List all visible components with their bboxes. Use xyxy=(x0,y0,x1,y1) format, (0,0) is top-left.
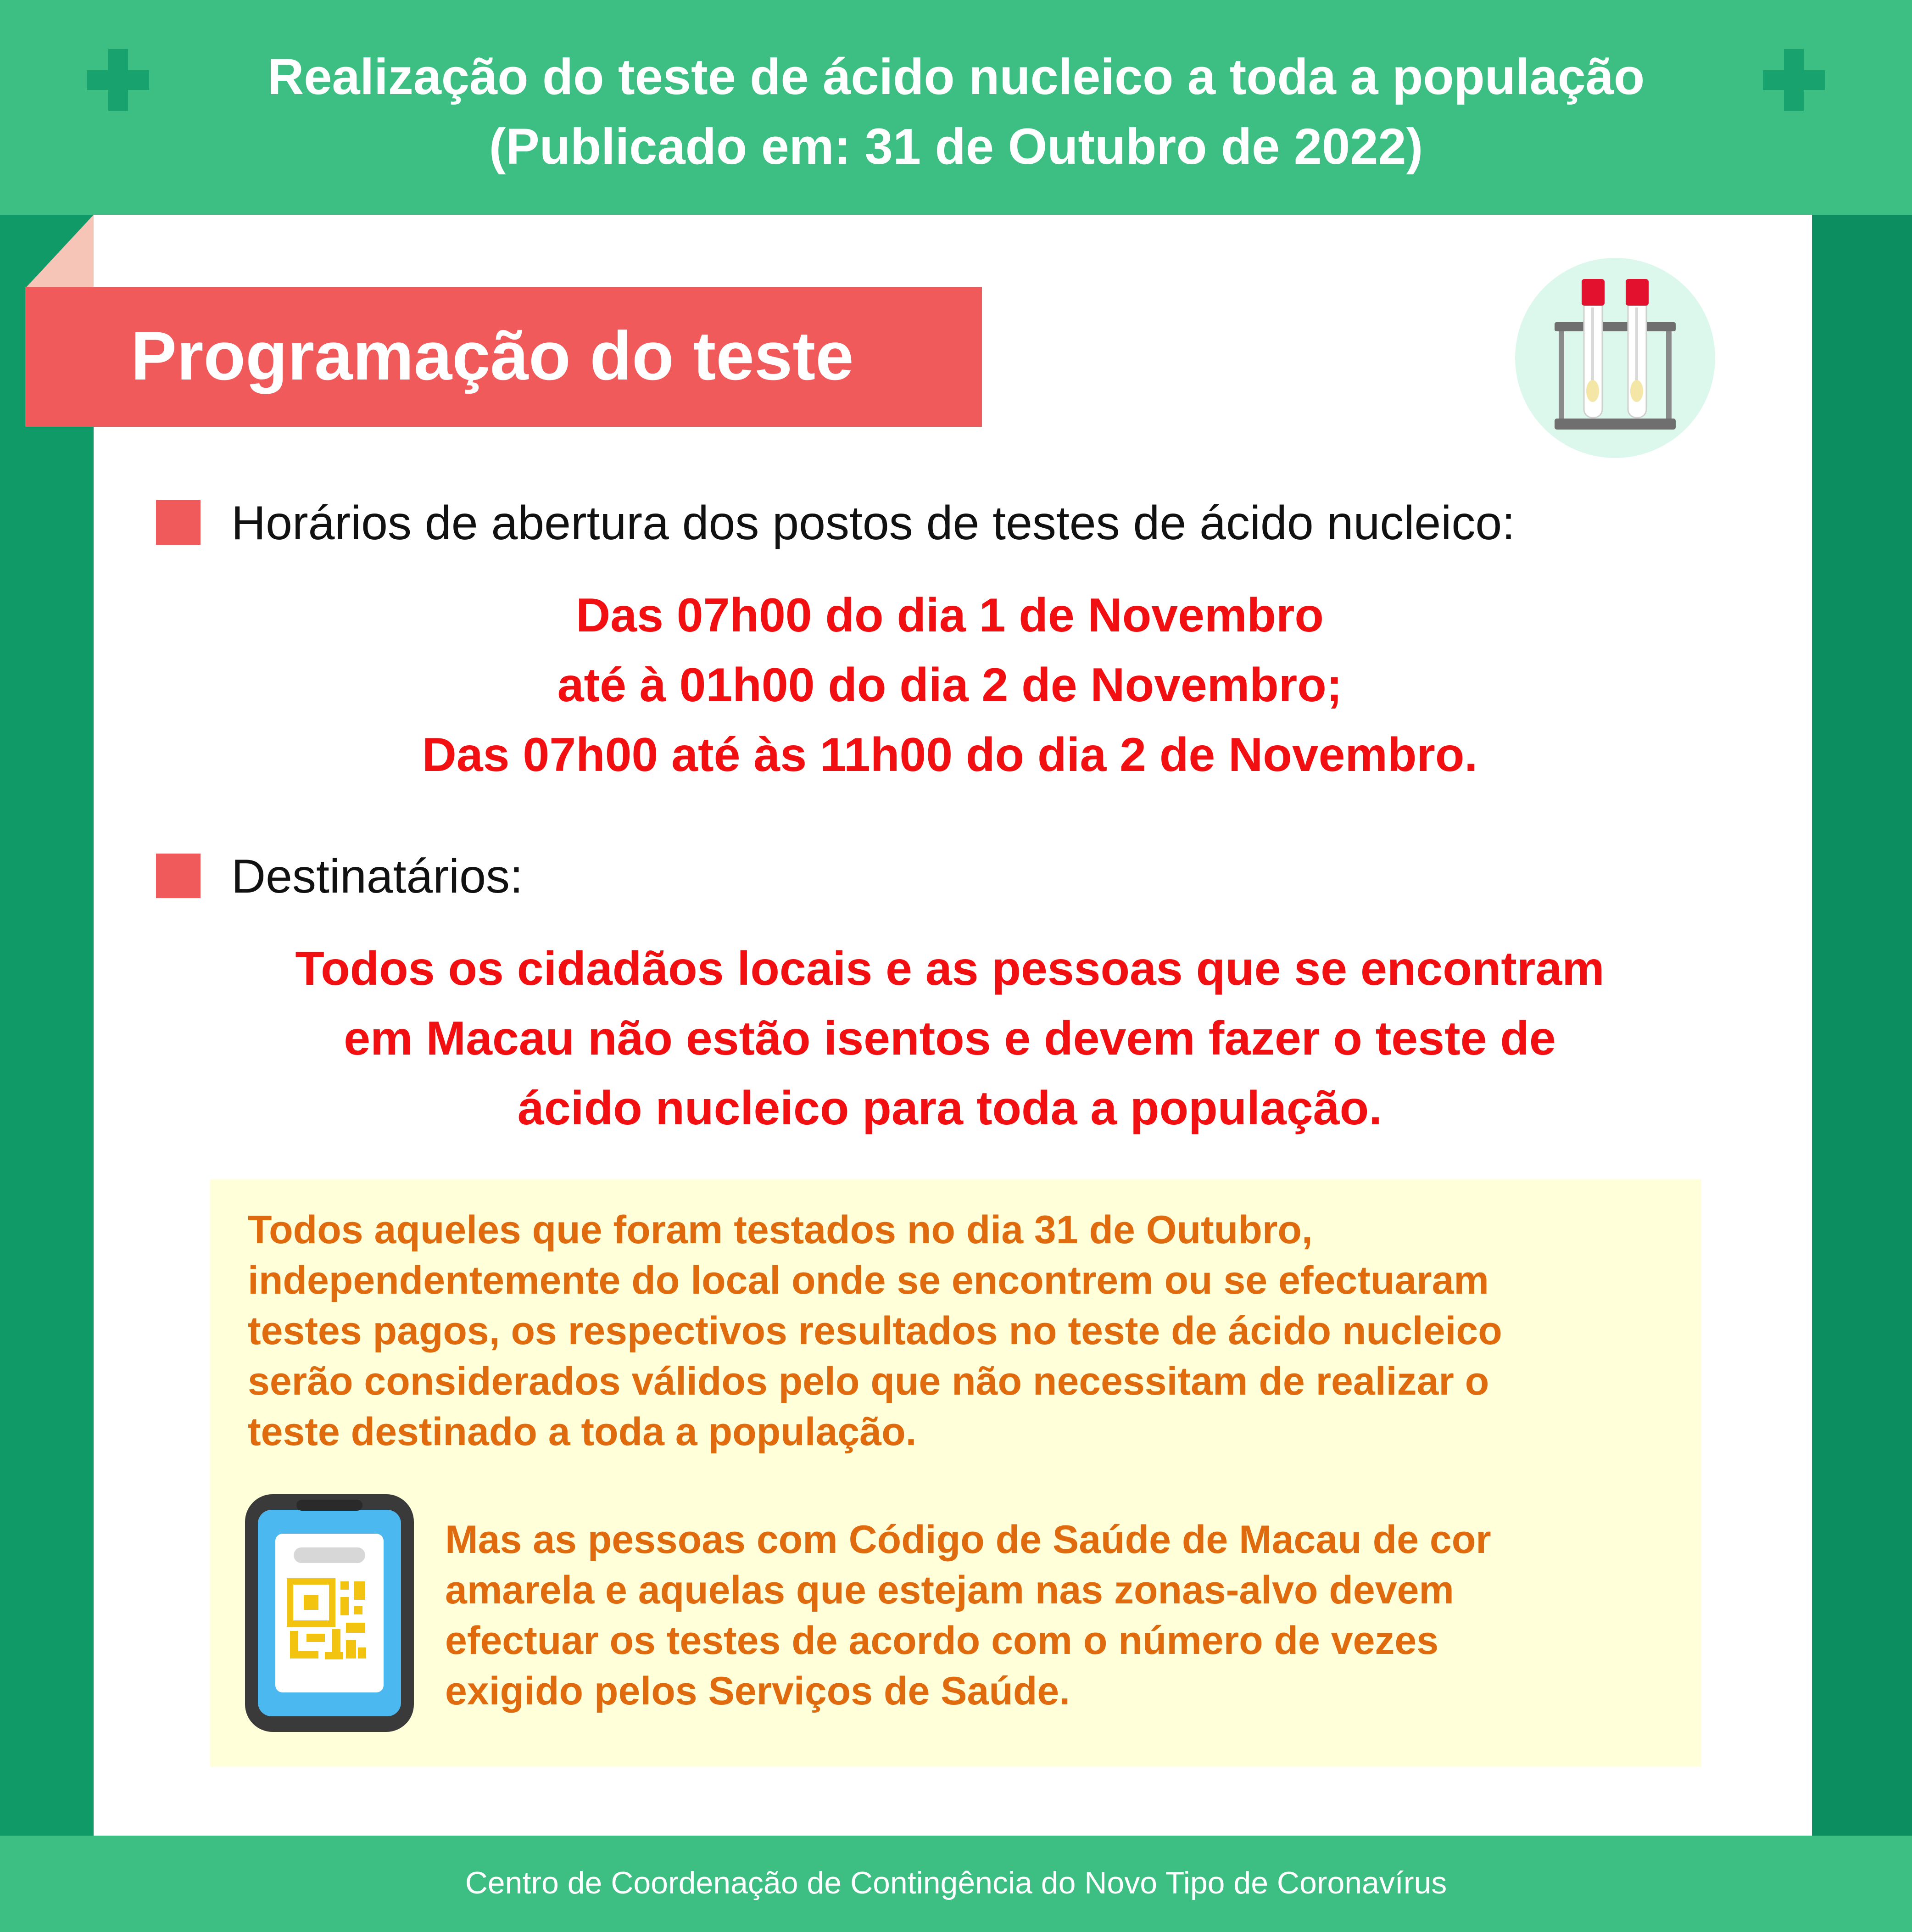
bullet-square xyxy=(156,854,201,898)
page-title xyxy=(138,42,1774,182)
bullet-square xyxy=(156,500,201,545)
notice-p1-line-3: testes pagos, os respectivos resultados no teste de ácido nucleico xyxy=(248,1309,1502,1353)
notice-p2-line-3: efectuar os testes de acordo com o número de vezes xyxy=(445,1619,1439,1663)
schedule-label: Horários de abertura dos postos de testes de ácido nucleico: xyxy=(231,497,1516,550)
notice-p1-line-2: independentemente do local onde se encontrem ou se efectuaram xyxy=(248,1258,1489,1302)
title-line-1: Realização do teste de ácido nucleico a toda a população xyxy=(267,49,1645,105)
paper-fold-corner xyxy=(27,215,94,287)
section-title: Programação do teste xyxy=(131,317,854,394)
notice-paragraph-2 xyxy=(445,1514,1693,1716)
recipients-line-1: Todos os cidadãos locais e as pessoas que se encontram xyxy=(295,942,1605,995)
notice-p2-line-4: exigido pelos Serviços de Saúde. xyxy=(445,1669,1070,1713)
footer-text: Centro de Coordenação de Contingência do Novo Tipo de Coronavírus xyxy=(465,1865,1447,1900)
schedule-line-3: Das 07h00 até às 11h00 do dia 2 de Novembro. xyxy=(422,728,1478,782)
schedule-line-2: até à 01h00 do dia 2 de Novembro; xyxy=(557,659,1343,712)
recipients-line-3: ácido nucleico para toda a população. xyxy=(518,1082,1382,1135)
recipients-text xyxy=(138,934,1762,1143)
paper-shadow-strip xyxy=(1812,215,1912,1836)
schedule-times xyxy=(138,581,1762,790)
notice-paragraph-1 xyxy=(248,1205,1689,1457)
notice-p2-line-2: amarela e aquelas que estejam nas zonas-alvo devem xyxy=(445,1568,1454,1612)
recipients-line-2: em Macau não estão isentos e devem fazer o teste de xyxy=(344,1012,1556,1065)
phone-health-code-icon xyxy=(242,1491,417,1735)
notice-p1-line-5: teste destinado a toda a população. xyxy=(248,1410,917,1454)
notice-p1-line-4: serão considerados válidos pelo que não necessitam de realizar o xyxy=(248,1359,1489,1403)
title-line-2: (Publicado em: 31 de Outubro de 2022) xyxy=(489,118,1423,175)
notice-p1-line-1: Todos aqueles que foram testados no dia 31 de Outubro, xyxy=(248,1208,1313,1252)
test-tube-rack-icon xyxy=(1514,257,1716,459)
schedule-line-1: Das 07h00 do dia 1 de Novembro xyxy=(576,589,1324,642)
recipients-label: Destinatários: xyxy=(231,850,523,903)
notice-p2-line-1: Mas as pessoas com Código de Saúde de Macau de cor xyxy=(445,1518,1491,1562)
